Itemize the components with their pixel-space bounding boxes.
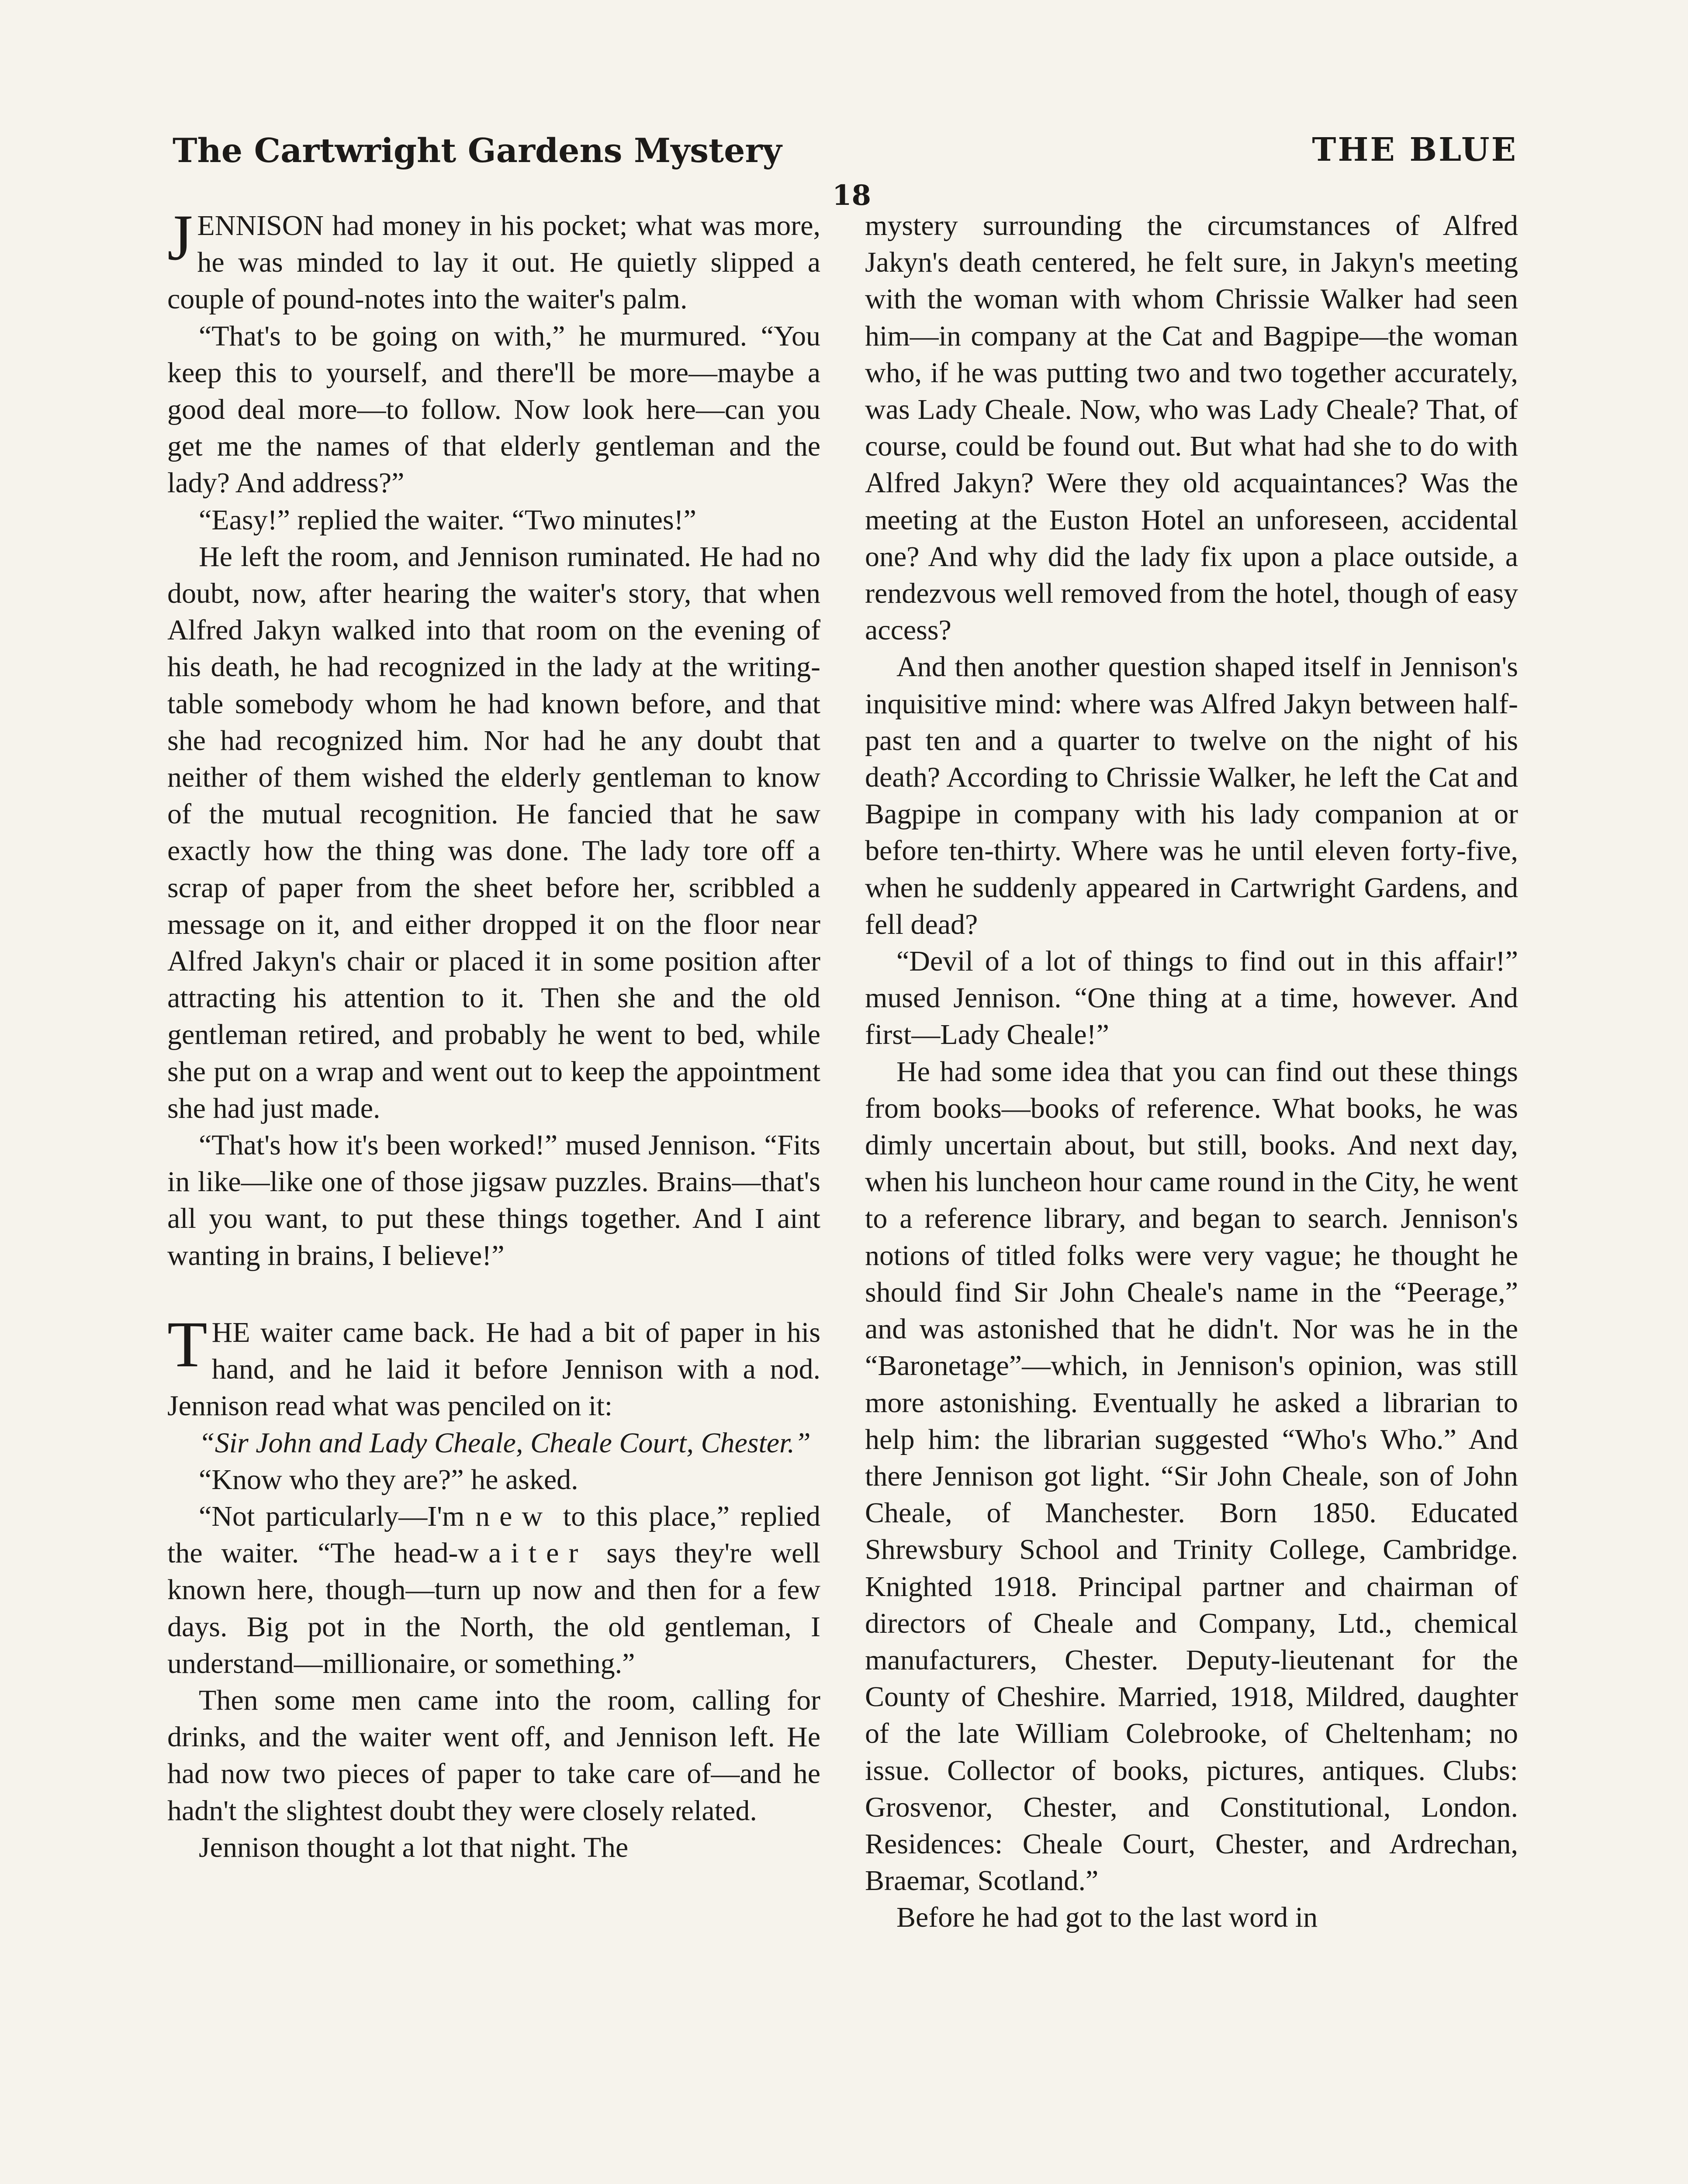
- drop-cap: J: [167, 201, 193, 274]
- text-run: says they're well known here, though—turn up now and then for a few days. Big pot in the North, the old gentleman, I understand—millionaire, or something.”: [167, 1537, 821, 1679]
- paragraph: [167, 1498, 820, 1682]
- paragraph: He had some idea that you can find out these things from books—books of reference. What books, he was dimly uncertain about, but still, books. And next day, when his luncheon hour came round in the City, he went to a reference library, and began to search. Jennison's notions of titled folks were very vague; he thought he should find Sir John Cheale's name in the “Peerage,” and was astonished that he didn't. Nor was he in the “Baronetage”—which, in Jennison's opinion, was still more astonishing. Eventually he asked a librarian to help him: the librarian suggested “Who's Who.” And there Jennison got light. “Sir John Cheale, son of John Cheale, of Manchester. Born 1850. Educated Shrewsbury School and Trinity College, Cambridge. Knighted 1918. Principal partner and chairman of directors of Cheale and Company, Ltd., chemical manufacturers, Chester. Deputy-lieutenant for the County of Cheshire. Married, 1918, Mildred, daughter of the late William Colebrooke, of Cheltenham; no issue. Collector of books, pictures, antiques. Clubs: Grosvenor, Chester, and Constitutional, London. Residences: Cheale Court, Chester, and Ardrechan, Braemar, Scotland.”: [865, 1055, 1518, 1897]
- paragraph: “Easy!” replied the waiter. “Two minutes!”: [199, 504, 696, 536]
- paragraph: [167, 201, 820, 318]
- right-column: [865, 207, 1518, 1936]
- magazine-name: THE BLUE: [1312, 131, 1518, 169]
- paragraph-text: HE waiter came back. He had a bit of paper in his hand, and he laid it before Jennison with a nod. Jennison read what was penciled on it:: [167, 1316, 820, 1422]
- paragraph: “Devil of a lot of things to find out in this affair!” mused Jennison. “One thing at a time, however. And first—Lady Cheale!”: [865, 945, 1518, 1051]
- emphasized-word: waiter: [458, 1537, 588, 1569]
- paragraph: “Know who they are?” he asked.: [199, 1463, 578, 1496]
- drop-cap: T: [167, 1308, 208, 1381]
- story-title: The Cartwright Gardens Mystery: [173, 131, 782, 170]
- paragraph: mystery surrounding the circumstances of Alfred Jakyn's death centered, he felt sure, in Jakyn's meeting with the woman with whom Chrissie Walker had seen him—in company at the Cat and Bagpipe—the woman who, if he was putting two and two together accurately, was Lady Cheale. Now, who was Lady Cheale? That, of course, could be found out. But what had she to do with Alfred Jakyn? Were they old acquaintances? Was the meeting at the Euston Hotel an unforeseen, accidental one? And why did the lady fix upon a place outside, a rendezvous well removed from the hotel, though of easy access?: [865, 210, 1518, 646]
- paragraph: “That's how it's been worked!” mused Jennison. “Fits in like—like one of those jigsaw puzzles. Brains—that's all you want, to put these things together. And I aint wanting in brains, I believe!”: [167, 1129, 820, 1272]
- text-run: to this place,” replied the waiter. “The head-: [167, 1500, 821, 1569]
- paragraph: “That's to be going on with,” he murmured. “You keep this to yourself, and there'll be more—maybe a good deal more—to follow. Now look here—can you get me the names of that elderly gentleman and the lady? And address?”: [167, 320, 820, 499]
- paragraph: And then another question shaped itself in Jennison's inquisitive mind: where was Alfred Jakyn between half-past ten and a quarter to twelve on the night of his death? According to Chrissie Walker, he left the Cat and Bagpipe in company with his lady companion at or before ten-thirty. Where was he until eleven forty-five, when he suddenly appeared in Cartwright Gardens, and fell dead?: [865, 651, 1518, 940]
- paragraph: Before he had got to the last word in: [896, 1901, 1318, 1934]
- text-run: “Not particularly—I'm: [199, 1500, 465, 1532]
- left-column: [167, 201, 821, 1866]
- emphasized-word: new: [475, 1500, 553, 1532]
- paragraph: He left the room, and Jennison ruminated. He had no doubt, now, after hearing the waiter's story, that when Alfred Jakyn walked into that room on the evening of his death, he had recognized in the lady at the writing-table somebody whom he had known before, and that she had recognized him. Nor had he any doubt that neither of them wished the elderly gentleman to know of the mutual recognition. He fancied that he saw exactly how the thing was done. The lady tore off a scrap of paper from the sheet before her, scribbled a message on it, and either dropped it on the floor near Alfred Jakyn's chair or placed it in some position after attracting his attention to it. Then she and the old gentleman retired, and probably he went to bed, while she put on a wrap and went out to keep the appointment she had just made.: [167, 540, 820, 1124]
- paragraph: Jennison thought a lot that night. The: [199, 1831, 629, 1863]
- paragraph-text: ENNISON had money in his pocket; what was more, he was minded to lay it out. He quietly slipped a couple of pound-notes into the waiter's palm.: [167, 210, 820, 315]
- page-number: 18: [832, 179, 872, 212]
- paragraph: Then some men came into the room, calling for drinks, and the waiter went off, and Jennison left. He had now two pieces of paper to take care of—and he hadn't the slightest doubt they were closely related.: [167, 1684, 820, 1827]
- penciled-note: “Sir John and Lady Cheale, Cheale Court, Chester.”: [199, 1427, 811, 1459]
- paragraph: [167, 1308, 820, 1425]
- section-break: [167, 1274, 820, 1314]
